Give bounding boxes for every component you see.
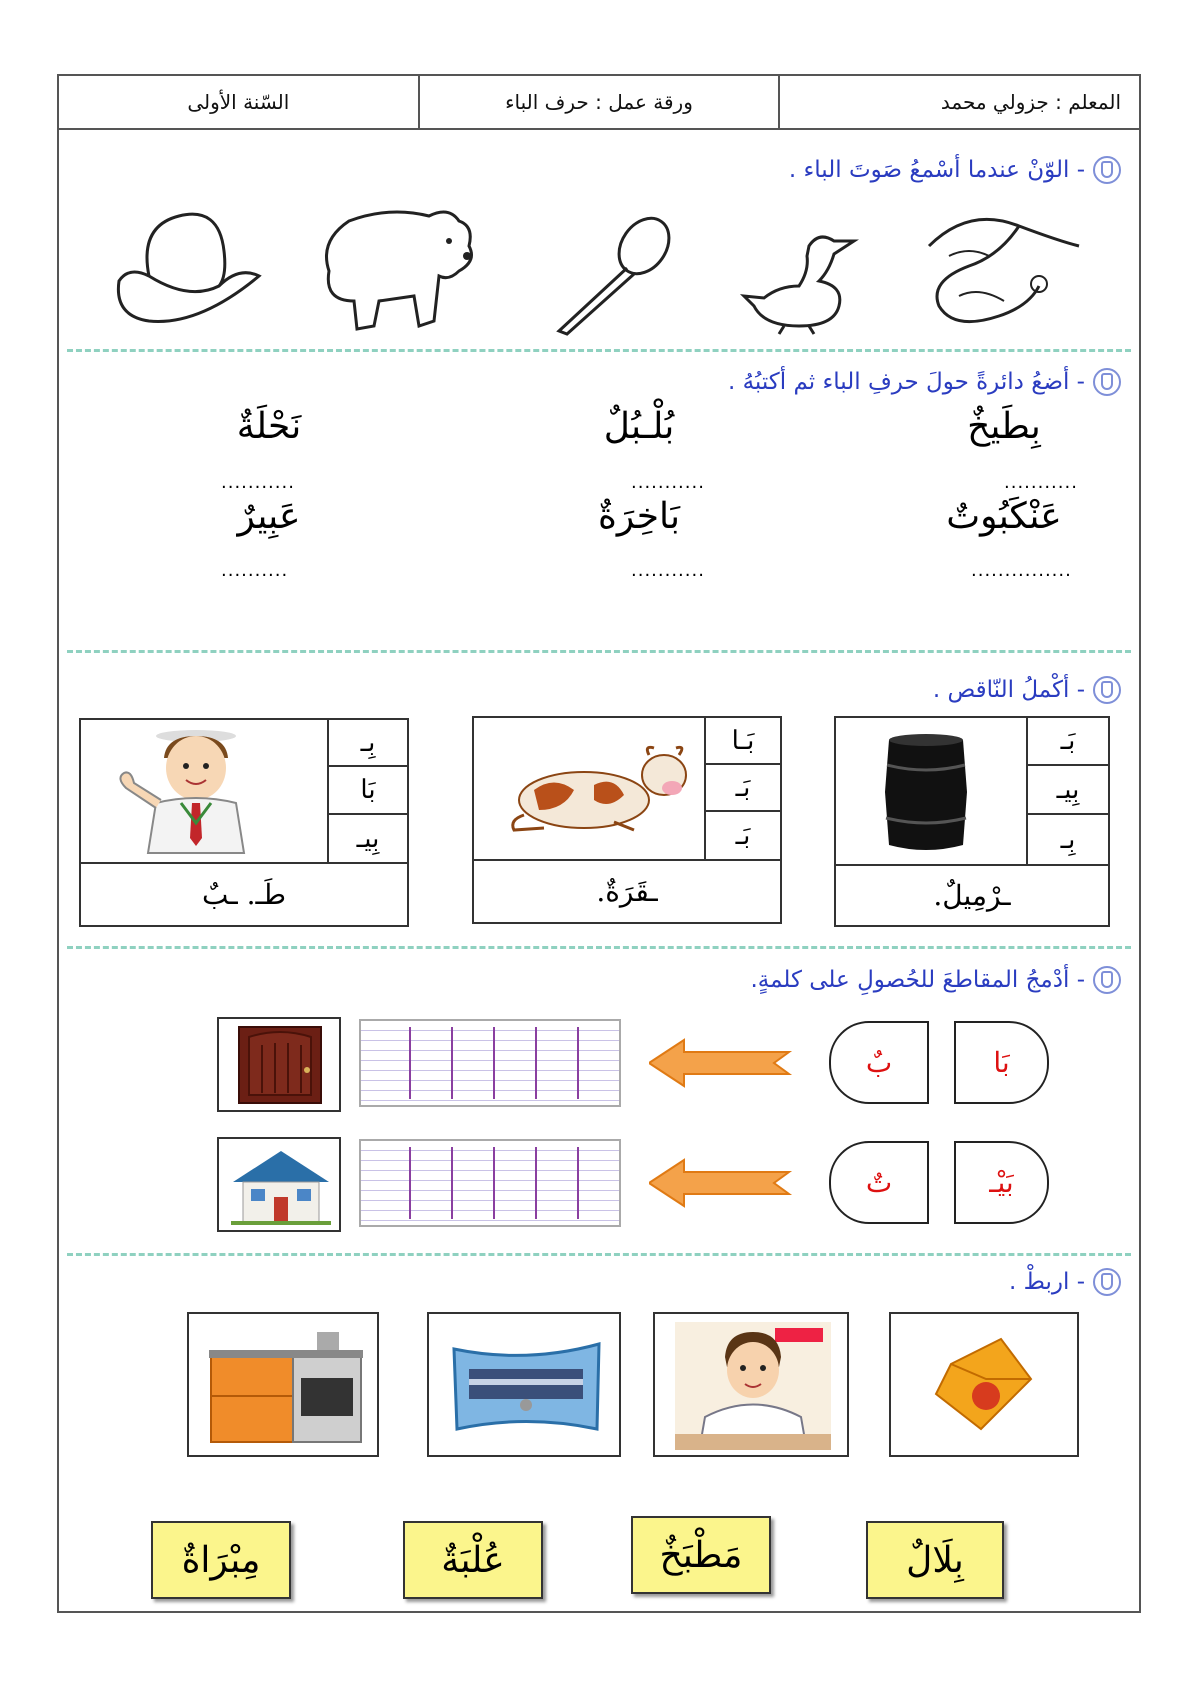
complete-group-3 [79, 718, 409, 864]
option[interactable]: بَـ [706, 765, 780, 812]
door-icon [237, 1025, 323, 1105]
hand-icon [1093, 156, 1121, 184]
section4-instruction-text: - أدْمجُ المقاطعَ للحُصولِ على كلمةٍ. [750, 967, 1085, 993]
word-row1-1[interactable]: بِطَيخٌ [967, 406, 1041, 447]
word-label-4[interactable]: مِبْرَاةٌ [151, 1521, 291, 1599]
section4-instruction [750, 966, 1121, 994]
write-line[interactable]: ............... [971, 560, 1072, 581]
juice-box-icon [931, 1334, 1041, 1434]
option[interactable]: بَـا [706, 718, 780, 765]
word-label-2[interactable]: مَطْبَخٌ [631, 1516, 771, 1594]
section5-instruction-text: - اربطْ . [1009, 1269, 1085, 1295]
option[interactable]: بَا [329, 767, 407, 815]
syllable-1[interactable]: بَا [954, 1021, 1049, 1104]
write-line[interactable]: ........... [221, 472, 295, 493]
complete-group-1 [834, 716, 1110, 866]
house-icon [229, 1147, 333, 1225]
word-row1-3[interactable]: نَحْلَةٌ [236, 406, 302, 447]
cow-icon [504, 740, 694, 840]
bear-icon[interactable] [309, 201, 479, 336]
syllable-2[interactable]: تٌ [829, 1141, 929, 1224]
section1-instruction [789, 156, 1121, 184]
option[interactable]: بَـ [1028, 718, 1108, 766]
word-row1-2[interactable]: بُلْـبُلٌ [603, 406, 675, 447]
grade-level: السّنة الأولى [187, 90, 290, 114]
word-row2-2[interactable]: بَاخِرَةٌ [598, 496, 680, 537]
section1-instruction-text: - الوّنْ عندما أسْمعُ صَوتَ الباء . [788, 157, 1085, 183]
door-picture [217, 1017, 341, 1112]
option[interactable]: بَـ [735, 820, 751, 851]
complete-group-2 [472, 716, 782, 861]
write-line[interactable]: ........... [631, 472, 705, 493]
answer-box-3[interactable] [79, 862, 409, 927]
option[interactable]: بِيـ [356, 823, 380, 854]
answer-box-2[interactable] [472, 859, 782, 924]
separator [67, 946, 1131, 949]
write-line[interactable]: ........... [631, 560, 705, 581]
picture-sharpener[interactable] [427, 1312, 621, 1457]
sharpener-icon [449, 1339, 603, 1434]
hand-icon [1093, 368, 1121, 396]
worksheet-title: ورقة عمل : حرف الباء [418, 76, 779, 128]
picture-kitchen[interactable] [187, 1312, 379, 1457]
word-label-3[interactable]: عُلْبَةٌ [403, 1521, 543, 1599]
write-line[interactable]: ........... [1004, 472, 1078, 493]
writing-grid[interactable] [359, 1019, 621, 1107]
answer-box-1[interactable] [834, 864, 1110, 927]
separator [67, 650, 1131, 653]
syllable-1[interactable]: بَيْـ [954, 1141, 1049, 1224]
spoon-icon[interactable] [549, 216, 679, 336]
snake-icon[interactable] [909, 206, 1089, 336]
duck-icon[interactable] [739, 226, 859, 336]
section3-instruction [933, 676, 1121, 704]
word-row2-1[interactable]: عَنْكَبُوتٌ [946, 496, 1062, 537]
syllable-2[interactable]: بٌ [829, 1021, 929, 1104]
hand-icon [1093, 676, 1121, 704]
hand-icon [1093, 1268, 1121, 1296]
section2-instruction-text: - أضعُ دائرةً حولَ حرفِ الباء ثم أكتبُهُ . [727, 369, 1085, 395]
teacher-name: المعلم : جزولي محمد [778, 76, 1139, 128]
section3-instruction-text: - أكْملُ النّاقص . [932, 677, 1085, 703]
section2-instruction [728, 368, 1121, 396]
writing-grid[interactable] [359, 1139, 621, 1227]
incomplete-word: طَـ. ـبٌ [202, 878, 286, 911]
option[interactable]: بِيـ [1028, 766, 1108, 815]
arrow-left-icon [649, 1158, 794, 1208]
kitchen-icon [207, 1326, 365, 1446]
barrel-icon [881, 730, 971, 855]
section5-instruction [1009, 1268, 1121, 1296]
incomplete-word: ـقَرَةٌ. [596, 875, 658, 908]
worksheet-page [57, 74, 1141, 1613]
hand-icon [1093, 966, 1121, 994]
option[interactable]: بِـ [329, 720, 407, 767]
picture-boy[interactable] [653, 1312, 849, 1457]
word-label-1[interactable]: بِلَالٌ [866, 1521, 1004, 1599]
separator [67, 1253, 1131, 1256]
house-picture [217, 1137, 341, 1232]
incomplete-word: ـرْمِيلٌ. [933, 879, 1011, 912]
picture-juice-box[interactable] [889, 1312, 1079, 1457]
separator [67, 349, 1131, 352]
option[interactable]: بِـ [1060, 824, 1076, 855]
hat-icon[interactable] [109, 206, 269, 336]
header [59, 76, 1139, 130]
write-line[interactable]: .......... [221, 560, 289, 581]
arrow-left-icon [649, 1038, 794, 1088]
boy-at-desk-icon [675, 1322, 831, 1450]
doctor-icon [106, 728, 286, 858]
word-row2-3[interactable]: عَبِيرٌ [237, 496, 301, 537]
